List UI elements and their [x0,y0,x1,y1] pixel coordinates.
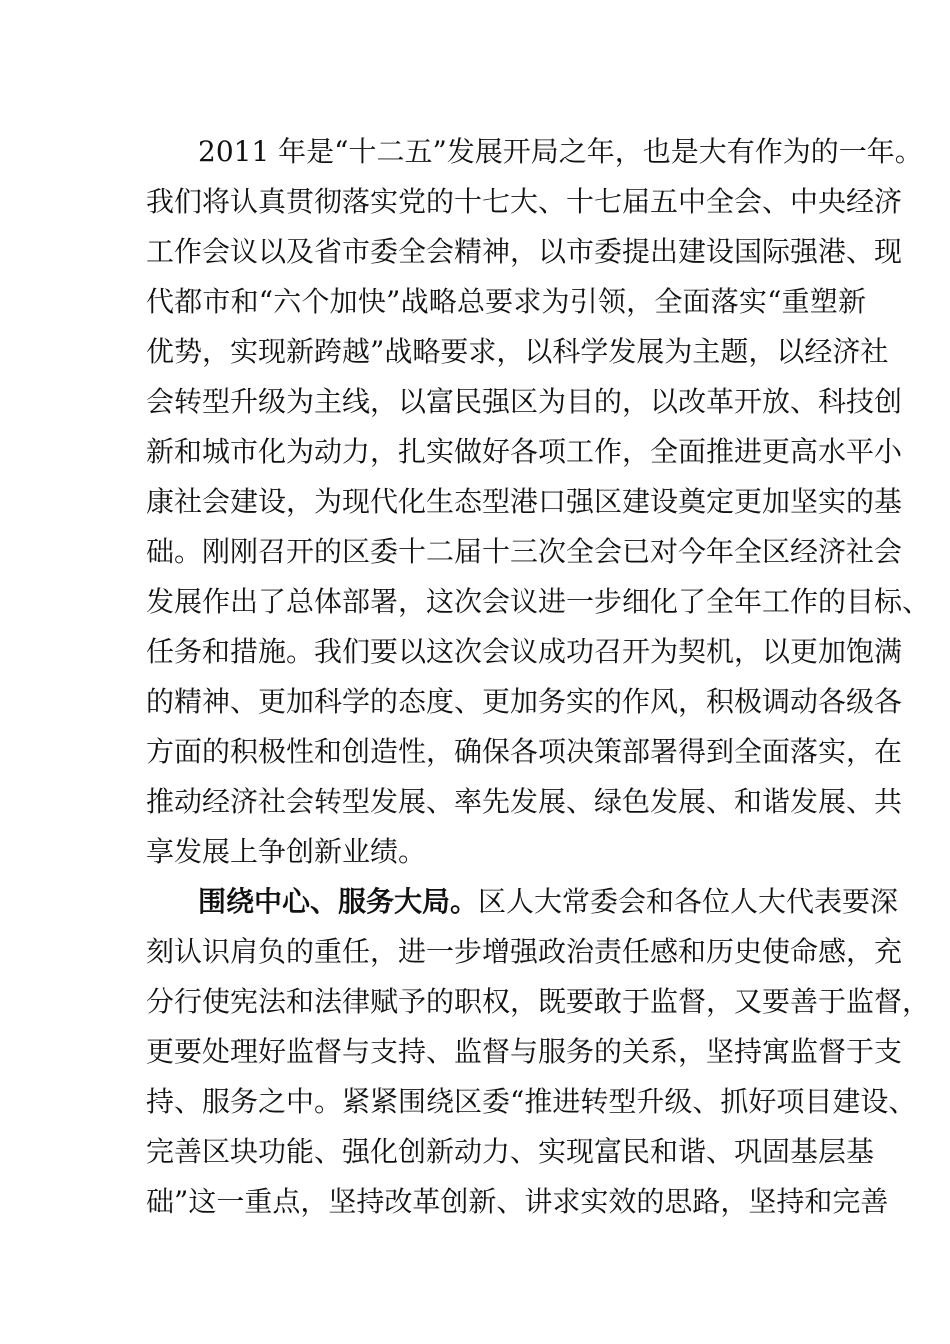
paragraph-2-line-6: 完善区块功能、强化创新动力、实现富民和谐、巩固基层基 [146,1135,875,1168]
paragraph-1-line-15: 享发展上争创新业绩。 [146,835,427,868]
paragraph-1-line-5: 优势，实现新跨越”战略要求，以科学发展为主题，以经济社 [146,335,889,368]
paragraph-1-line-3: 工作会议以及省市委全会精神，以市委提出建设国际强港、现 [146,235,903,268]
paragraph-2-line-2: 刻认识肩负的重任，进一步增强政治责任感和历史使命感，充 [146,935,903,968]
paragraph-2-line-3: 分行使宪法和法律赋予的职权，既要敢于监督，又要善于监督， [146,985,931,1018]
paragraph-2-line-4: 更要处理好监督与支持、监督与服务的关系，坚持寓监督于支 [146,1035,903,1068]
paragraph-1-line-8: 康社会建设，为现代化生态型港口强区建设奠定更加坚实的基 [146,485,903,518]
paragraph-1-line-2: 我们将认真贯彻落实党的十七大、十七届五中全会、中央经济 [146,185,903,218]
paragraph-1-line-13: 方面的积极性和创造性，确保各项决策部署得到全面落实，在 [146,735,903,768]
paragraph-2-line-5: 持、服务之中。紧紧围绕区委“推进转型升级、抓好项目建设、 [146,1085,917,1118]
paragraph-1-line-9: 础。刚刚召开的区委十二届十三次全会已对今年全区经济社会 [146,535,903,568]
paragraph-1-line-14: 推动经济社会转型发展、率先发展、绿色发展、和谐发展、共 [146,785,903,818]
paragraph-1-line-4: 代都市和“六个加快”战略总要求为引领，全面落实“重塑新 [146,285,866,318]
paragraph-1-line-10: 发展作出了总体部署，这次会议进一步细化了全年工作的目标、 [146,585,931,618]
paragraph-1-line-7: 新和城市化为动力，扎实做好各项工作，全面推进更高水平小 [146,435,903,468]
paragraph-2-line-1 [198,878,899,926]
paragraph-1-line-6: 会转型升级为主线，以富民强区为目的，以改革开放、科技创 [146,385,903,418]
paragraph-2-line-7: 础”这一重点，坚持改革创新、讲求实效的思路，坚持和完善 [146,1185,889,1218]
section-heading: 围绕中心、服务大局。 [198,885,479,918]
paragraph-2-line-1-text: 区人大常委会和各位人大代表要深 [478,885,899,918]
paragraph-1-line-11: 任务和措施。我们要以这次会议成功召开为契机，以更加饱满 [146,635,903,668]
paragraph-1-line-12: 的精神、更加科学的态度、更加务实的作风，积极调动各级各 [146,685,903,718]
paragraph-1-line-1: 2011 年是“十二五”发展开局之年，也是大有作为的一年。 [198,135,923,168]
